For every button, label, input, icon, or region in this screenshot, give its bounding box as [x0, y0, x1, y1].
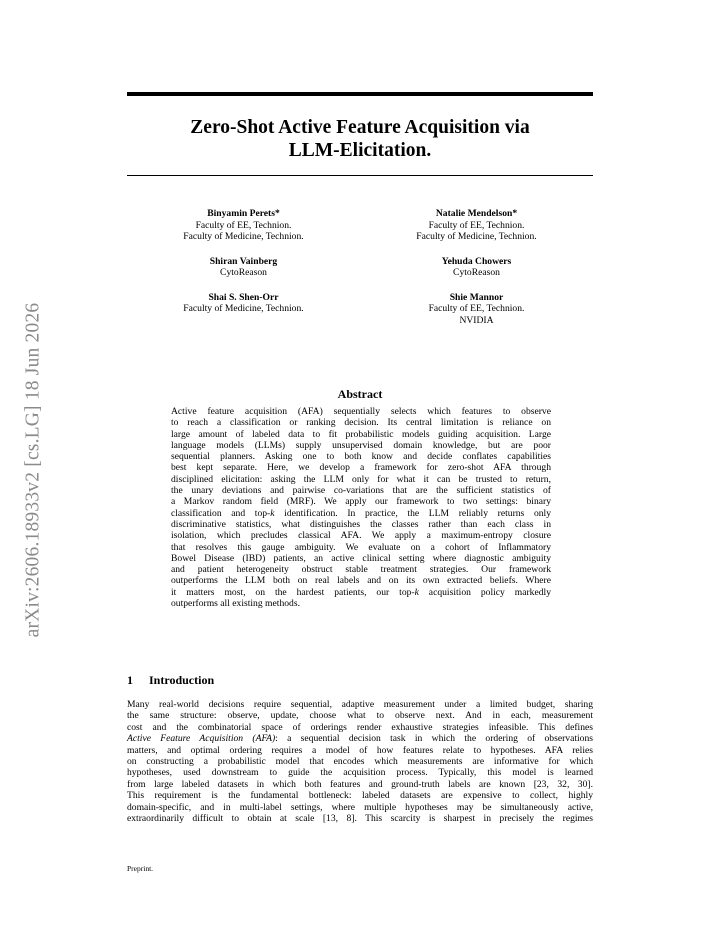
author-entry — [150, 208, 337, 243]
arxiv-identifier-text: arXiv:2606.18933v2 [cs.LG] 18 Jun 2026 — [22, 302, 44, 638]
paper-title — [127, 116, 593, 162]
abstract-line: that resolves this gauge ambiguity. We evaluate on a cohort of Inflammatory — [171, 541, 551, 553]
abstract-line: outperforms the LLM both on real labels and on its own extracted beliefs. Where — [171, 575, 551, 587]
abstract-line: and patient heterogeneity obstruct stable treatment strategies. Our framework — [171, 564, 551, 576]
author-entry — [383, 256, 570, 279]
author-affiliation: Faculty of Medicine, Technion. — [416, 231, 537, 242]
abstract-body — [171, 406, 551, 609]
abstract-line: classification and top-k identification. In practice, the LLM reliably returns only — [171, 507, 551, 519]
introduction-line: on constructing a probabilistic model that encodes which measurements are informative for which — [127, 756, 593, 768]
arxiv-identifier-stamp — [13, 260, 53, 680]
author-name: Shie Mannor — [449, 291, 504, 303]
introduction-line: Many real-world decisions require sequential, adaptive measurement under a limited budget, sharing — [127, 699, 593, 710]
introduction-body — [127, 699, 593, 824]
author-name: Natalie Mendelson* — [435, 208, 518, 219]
author-affiliation: CytoReason — [220, 267, 267, 278]
introduction-line: hypotheses, used downstream to guide the acquisition process. Typically, this model is learned — [127, 767, 593, 779]
abstract-line: isolation, which precludes classical AFA. We apply a maximum-entropy closure — [171, 530, 551, 542]
author-affiliation: NVIDIA — [459, 314, 494, 326]
author-row — [127, 292, 593, 327]
title-top-rule — [127, 92, 593, 96]
author-affiliation: Faculty of EE, Technion. — [428, 219, 525, 231]
title-bottom-rule — [127, 175, 593, 176]
author-entry — [383, 292, 570, 327]
author-name: Shiran Vainberg — [209, 255, 278, 267]
abstract-line: best kept separate. Here, we develop a framework for zero-shot AFA through — [171, 462, 551, 474]
abstract-line: outperforms all existing methods. — [171, 598, 300, 610]
author-row — [127, 256, 593, 279]
abstract-line: to reach a classification or ranking decision. Its central limitation is reliance on — [171, 417, 551, 429]
paper-title-line-1: Zero-Shot Active Feature Acquisition via — [190, 117, 530, 138]
abstract-line: large amount of labeled data to fit probabilistic models guiding acquisition. Large — [171, 428, 551, 440]
introduction-line: cost and the combinatorial space of orderings render exhaustive strategies infeasible. This defines — [127, 721, 593, 733]
abstract-line: it matters most, on the hardest patients, our top-k acquisition policy markedly — [171, 586, 551, 598]
paper-title-line-2: LLM-Elicitation. — [288, 140, 432, 161]
abstract-line: Bowel Disease (IBD) patients, an active clinical setting where diagnostic ambiguity — [171, 552, 551, 564]
author-affiliation: Faculty of Medicine, Technion. — [183, 231, 304, 242]
author-entry — [383, 208, 570, 243]
abstract-line: a Markov random field (MRF). We apply our framework to two settings: binary — [171, 496, 551, 508]
introduction-line: matters, and optimal ordering requires a model of how features relate to hypotheses. AFA relies — [127, 744, 593, 756]
abstract-line: sequential planners. Asking one to both know and decide conflates capabilities — [171, 451, 551, 463]
introduction-line: extraordinarily difficult to obtain at scale [13, 8]. This scarcity is sharpest in precisely the regimes — [127, 813, 593, 825]
author-entry — [150, 256, 337, 279]
preprint-footer: Preprint. — [127, 864, 154, 873]
author-entry — [150, 292, 337, 327]
author-affiliation: Faculty of EE, Technion. — [195, 219, 292, 231]
author-affiliation: CytoReason — [453, 267, 500, 278]
author-name: Yehuda Chowers — [441, 255, 512, 267]
introduction-line: from large labeled datasets in which both features and ground-truth labels are known [23, 32, 30]. — [127, 778, 593, 790]
section-title: Introduction — [149, 673, 215, 687]
abstract-line: Active feature acquisition (AFA) sequentially selects which features to observe — [171, 406, 551, 417]
section-heading — [127, 673, 593, 688]
abstract-heading: Abstract — [337, 387, 383, 401]
introduction-line: domain-specific, and in multi-label settings, where multiple hypotheses may be simultaneously active, — [127, 801, 593, 813]
author-row — [127, 208, 593, 243]
abstract-line: language models (LLMs) supply unsupervised domain knowledge, but are poor — [171, 439, 551, 451]
abstract-line: disciplined elicitation: asking the LLM only for what it can be trusted to return, — [171, 473, 551, 485]
author-affiliation: Faculty of Medicine, Technion. — [183, 303, 304, 314]
author-name: Binyamin Perets* — [207, 208, 280, 219]
author-affiliation: Faculty of EE, Technion. — [428, 303, 525, 314]
introduction-line: the same structure: observe, update, choose what to observe next. And in each, measurement — [127, 710, 593, 722]
abstract-line: discriminative statistics, what distinguishes the classes rather than each class in — [171, 518, 551, 530]
author-block — [127, 208, 593, 339]
introduction-line: Active Feature Acquisition (AFA): a sequential decision task in which the ordering of observations — [127, 733, 593, 745]
section-number: 1 — [127, 673, 133, 687]
introduction-line: This requirement is the fundamental bottleneck: labeled datasets are expensive to collect, highly — [127, 790, 593, 802]
abstract-line: the unary deviations and pairwise co-variations that are the sufficient statistics of — [171, 485, 551, 497]
author-name: Shai S. Shen-Orr — [208, 291, 279, 303]
